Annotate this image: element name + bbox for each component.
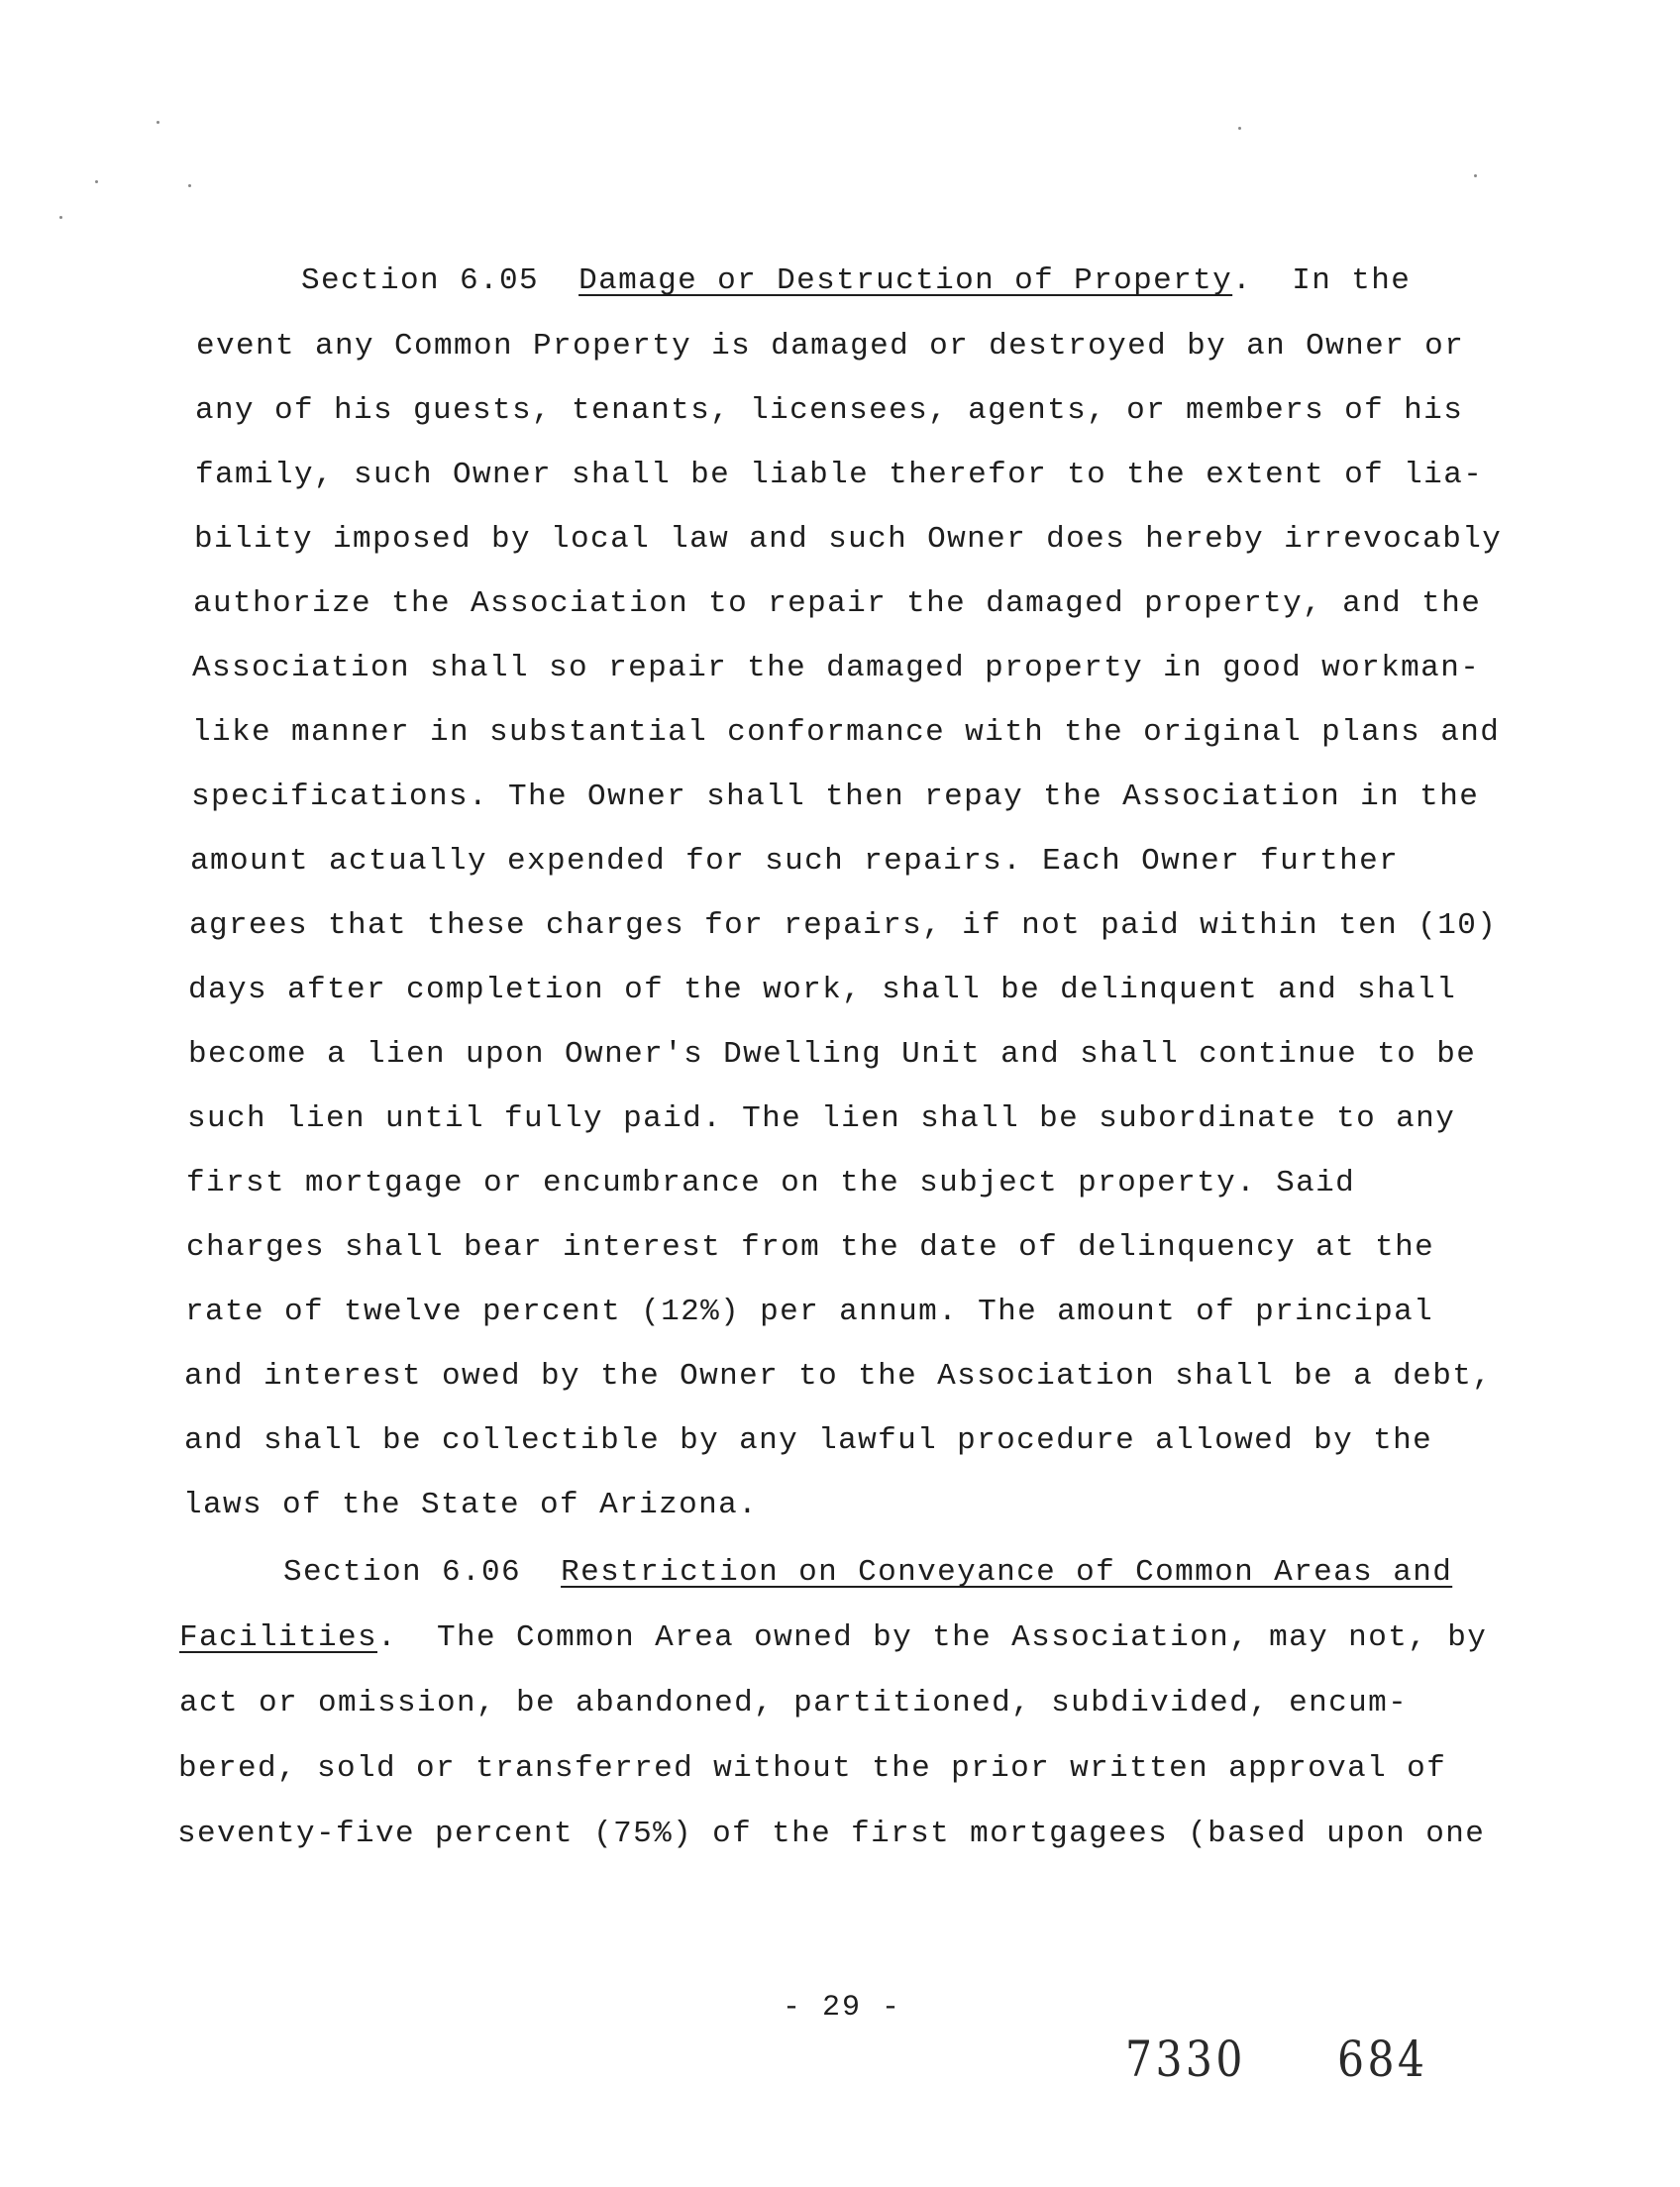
- section-606-line: seventy-five percent (75%) of the first mortgagees (based upon one: [177, 1817, 1486, 1851]
- section-605-heading-line: Section 6.05 Damage or Destruction of Property. In the: [301, 263, 1412, 298]
- scan-speck: [157, 121, 159, 124]
- section-605-lead-in: In the: [1292, 263, 1412, 298]
- scan-speck: [95, 180, 98, 183]
- section-605-line: family, such Owner shall be liable therefor to the extent of lia-: [195, 458, 1484, 492]
- section-605-line: authorize the Association to repair the damaged property, and the: [193, 586, 1482, 621]
- section-606-heading-part2: Facilities: [179, 1620, 378, 1655]
- section-605-line: Association shall so repair the damaged property in good workman-: [192, 651, 1481, 685]
- section-605-line: amount actually expended for such repairs. Each Owner further: [190, 844, 1400, 879]
- section-605-line: days after completion of the work, shall be delinquent and shall: [188, 973, 1457, 1007]
- scan-speck: [59, 216, 62, 219]
- section-605-line: laws of the State of Arizona.: [183, 1488, 759, 1522]
- section-606-number: Section 6.06: [283, 1555, 522, 1590]
- section-605-line: bility imposed by local law and such Owner does hereby irrevocably: [194, 522, 1503, 557]
- section-605-line: like manner in substantial conformance with the original plans and: [192, 715, 1501, 750]
- section-605-line: rate of twelve percent (12%) per annum. The amount of principal: [185, 1295, 1434, 1329]
- section-605-line: charges shall bear interest from the date of delinquency at the: [186, 1230, 1435, 1265]
- section-606-heading-part1: Restriction on Conveyance of Common Areas and: [561, 1555, 1453, 1590]
- recording-stamp-book: 7330: [1125, 2031, 1246, 2088]
- scan-speck: [1474, 174, 1477, 177]
- section-606-line: Facilities. The Common Area owned by the Association, may not, by: [179, 1620, 1488, 1655]
- section-606-line1-rest: The Common Area owned by the Association, may not, by: [437, 1620, 1488, 1655]
- section-606-line: act or omission, be abandoned, partitioned, subdivided, encum-: [179, 1686, 1409, 1720]
- section-605-number: Section 6.05: [301, 263, 540, 298]
- section-605-line: agrees that these charges for repairs, if not paid within ten (10): [189, 908, 1498, 943]
- section-605-line: become a lien upon Owner's Dwelling Unit and shall continue to be: [188, 1037, 1477, 1072]
- section-605-line: such lien until fully paid. The lien shall be subordinate to any: [187, 1101, 1456, 1136]
- section-605-line: specifications. The Owner shall then repay the Association in the: [191, 780, 1480, 814]
- section-605-line: event any Common Property is damaged or destroyed by an Owner or: [196, 329, 1465, 364]
- scan-speck: [188, 184, 191, 187]
- section-605-line: first mortgage or encumbrance on the subject property. Said: [186, 1166, 1356, 1200]
- section-605-line: any of his guests, tenants, licensees, agents, or members of his: [195, 393, 1464, 428]
- section-605-line: and shall be collectible by any lawful procedure allowed by the: [184, 1423, 1433, 1458]
- section-605-heading: Damage or Destruction of Property: [578, 263, 1233, 298]
- section-606-heading-line: [283, 1553, 1452, 1593]
- page-number: - 29 -: [783, 1991, 902, 2025]
- section-606-line: bered, sold or transferred without the prior written approval of: [178, 1751, 1447, 1786]
- scan-speck: [1238, 127, 1241, 130]
- section-605-line: and interest owed by the Owner to the Association shall be a debt,: [184, 1359, 1493, 1394]
- recording-stamp-page: 684: [1337, 2031, 1428, 2088]
